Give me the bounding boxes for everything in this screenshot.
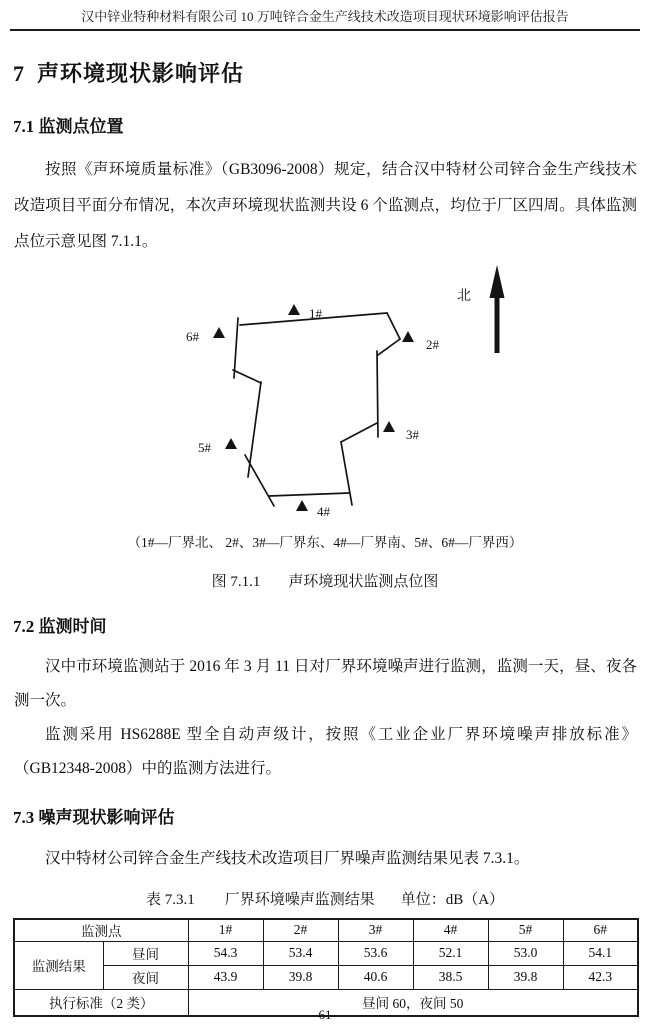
point-label-1: 1#	[309, 306, 322, 321]
table-title	[0, 888, 650, 909]
figure-name: 声环境现状监测点位图	[288, 574, 439, 590]
factory-boundary-outline	[233, 313, 400, 506]
section-71-paragraph: 按照《声环境质量标准》（GB3096-2008）规定，结合汉中特材公司锌合金生产线技术改造项目平面分布情况，本次声环境现状监测共设 6 个监测点，均位于厂区四周。具体监测点位示意见图 7.1.1。	[14, 161, 637, 250]
point-label-6: 6#	[186, 329, 199, 344]
col-header-1: 1#	[188, 919, 263, 941]
result-group-label: 监测结果	[14, 941, 103, 989]
day-value-4: 52.1	[413, 941, 488, 965]
row-label-night: 夜间	[103, 965, 188, 989]
figure-caption: （1#—厂界北、 2#、3#—厂界东、4#—厂界南、5#、6#—厂界西）	[127, 535, 523, 550]
day-value-3: 53.6	[338, 941, 413, 965]
monitoring-points-figure	[0, 260, 650, 530]
standard-label: 执行标准（2 类）	[14, 989, 188, 1016]
table-row-night	[14, 965, 638, 989]
figure-title	[0, 570, 650, 591]
day-value-5: 53.0	[488, 941, 563, 965]
point-label-4: 4#	[317, 504, 330, 519]
section-73-paragraph: 汉中特材公司锌合金生产线技术改造项目厂界噪声监测结果见表 7.3.1。	[45, 850, 530, 867]
monitoring-point-marker-5	[225, 438, 237, 449]
col-header-6: 6#	[563, 919, 638, 941]
night-value-3: 40.6	[338, 965, 413, 989]
monitoring-point-marker-4	[296, 500, 308, 511]
night-value-6: 42.3	[563, 965, 638, 989]
monitoring-point-marker-6	[213, 327, 225, 338]
standard-value: 昼间 60，夜间 50	[188, 989, 638, 1016]
col-header-5: 5#	[488, 919, 563, 941]
document-header-title: 汉中锌业特种材料有限公司 10 万吨锌合金生产线技术改造项目现状环境影响评估报告	[81, 9, 569, 24]
north-label: 北	[457, 289, 471, 304]
monitoring-point-marker-1	[288, 304, 300, 315]
table-header-row	[14, 919, 638, 941]
chapter-heading	[13, 57, 636, 88]
section-72-paragraph-1: 汉中市环境监测站于 2016 年 3 月 11 日对厂界环境噪声进行监测，监测一天，昼、夜各测一次。	[14, 658, 637, 709]
table-corner-cell: 监测点	[14, 919, 188, 941]
night-value-4: 38.5	[413, 965, 488, 989]
day-value-6: 54.1	[563, 941, 638, 965]
monitoring-point-marker-3	[383, 421, 395, 432]
day-value-2: 53.4	[263, 941, 338, 965]
table-row-day	[14, 941, 638, 965]
table-name: 厂界环境噪声监测结果	[224, 892, 375, 908]
monitoring-point-marker-2	[402, 331, 414, 342]
col-header-4: 4#	[413, 919, 488, 941]
page-number: 61	[318, 1007, 332, 1022]
header-divider	[10, 29, 640, 31]
day-value-1: 54.3	[188, 941, 263, 965]
north-arrow-icon	[490, 265, 505, 353]
section-heading-73: 7.3 噪声现状影响评估	[13, 808, 175, 827]
col-header-3: 3#	[338, 919, 413, 941]
chapter-title: 声环境现状影响评估	[37, 61, 245, 86]
night-value-1: 43.9	[188, 965, 263, 989]
section-72-paragraph-2: 监测采用 HS6288E 型全自动声级计，按照《工业企业厂界环境噪声排放标准》（GB12348-2008）中的监测方法进行。	[14, 726, 637, 777]
noise-results-table	[13, 918, 639, 1017]
col-header-2: 2#	[263, 919, 338, 941]
chapter-number: 7	[13, 61, 25, 86]
point-label-2: 2#	[426, 337, 439, 352]
point-label-3: 3#	[406, 427, 419, 442]
table-unit: 单位：dB（A）	[400, 892, 505, 908]
monitoring-point-markers	[213, 304, 414, 511]
section-heading-71: 7.1 监测点位置	[13, 117, 124, 136]
site-boundary-diagram	[95, 260, 555, 530]
row-label-day: 昼间	[103, 941, 188, 965]
table-number: 表 7.3.1	[145, 892, 195, 908]
night-value-5: 39.8	[488, 965, 563, 989]
figure-number: 图 7.1.1	[211, 574, 261, 590]
section-heading-72: 7.2 监测时间	[13, 617, 107, 636]
night-value-2: 39.8	[263, 965, 338, 989]
point-label-5: 5#	[198, 440, 211, 455]
